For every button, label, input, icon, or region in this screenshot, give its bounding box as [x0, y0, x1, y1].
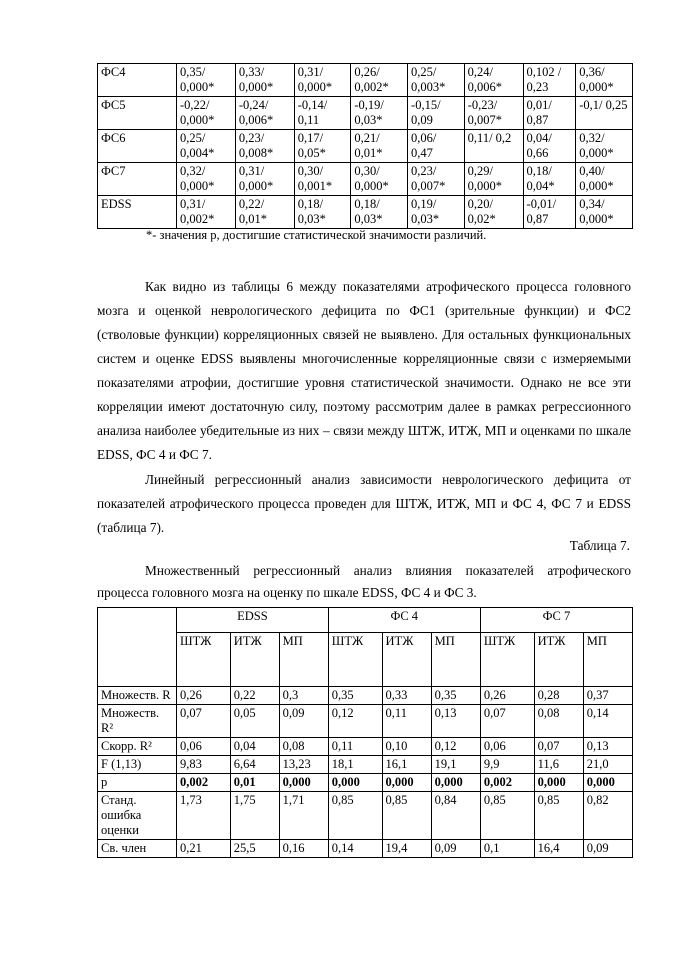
table-cell: 0,12: [431, 738, 480, 756]
table-number: Таблица 7.: [569, 538, 630, 553]
paragraph-text: Линейный регрессионный анализ зависимости неврологического дефицита от показателей атрофического процесса проведен для ШТЖ, ИТЖ, МП и ФС 4, ФС 7 и EDSS (таблица 7).: [97, 472, 631, 535]
row-label: ФС5: [98, 97, 177, 130]
table-cell: 0,33: [382, 687, 431, 705]
table-cell: 19,4: [382, 840, 431, 858]
table-cell: 0,01/ 0,87: [523, 97, 576, 130]
row-label: Скорр. R²: [98, 738, 177, 756]
table-cell: 0,05: [230, 705, 279, 738]
table-cell: -0,19/ 0,03*: [351, 97, 408, 130]
table-cell: 0,09: [279, 705, 328, 738]
table-cell: 0,35/ 0,000*: [177, 64, 236, 97]
table-cell: 11,6: [534, 756, 583, 774]
table-cell: 0,32/ 0,000*: [177, 163, 236, 196]
column-header: ИТЖ: [230, 633, 279, 687]
column-header: МП: [431, 633, 480, 687]
table-cell: 25,5: [230, 840, 279, 858]
table-cell: 21,0: [583, 756, 632, 774]
table-cell: 0,11: [382, 705, 431, 738]
table-cell: 0,09: [583, 840, 632, 858]
table-cell: 0,18/ 0,03*: [294, 196, 351, 229]
table-cell: -0,01/ 0,87: [523, 196, 576, 229]
table-row: [98, 196, 633, 229]
table-cell: 9,83: [177, 756, 231, 774]
group-header: ФС 4: [328, 608, 480, 633]
table-cell: 0,24/ 0,006*: [464, 64, 523, 97]
regression-table: [97, 607, 633, 858]
table-cell: 1,75: [230, 792, 279, 840]
table-cell: 0,34/ 0,000*: [576, 196, 633, 229]
table-cell: 0,85: [382, 792, 431, 840]
table-cell: 0,22/ 0,01*: [235, 196, 294, 229]
paragraph-text: Как видно из таблицы 6 между показателями атрофического процесса головного мозга и оценкой неврологического дефицита по ФС1 (зрительные функции) и ФС2 (стволовые функции) корреляционных связей не выявлено. Для остальных функциональных систем и оценке EDSS выявлены многочисленные корреляционные связи с измеряемыми показателями атрофии, достигшие уровня статистической значимости. Однако не все эти корреляции имеют достаточную силу, поэтому рассмотрим далее в рамках регрессионного анализа наиболее убедительные из них – связи между ШТЖ, ИТЖ, МП и оценками по шкале EDSS, ФС 4 и ФС 7.: [97, 279, 631, 462]
column-header: ШТЖ: [177, 633, 231, 687]
row-label: Станд. ошибка оценки: [98, 792, 177, 840]
table-cell: 0,16: [279, 840, 328, 858]
table-cell: 0,82: [583, 792, 632, 840]
table-cell: 0,10: [382, 738, 431, 756]
table-cell: 0,04: [230, 738, 279, 756]
table-cell: 0,17/ 0,05*: [294, 130, 351, 163]
table-cell: 0,40/ 0,000*: [576, 163, 633, 196]
row-label: EDSS: [98, 196, 177, 229]
row-label: Св. член: [98, 840, 177, 858]
table-cell: 0,31/ 0,000*: [294, 64, 351, 97]
table-cell: 0,3: [279, 687, 328, 705]
table-cell: 0,28: [534, 687, 583, 705]
row-label: ФС6: [98, 130, 177, 163]
row-label: Множеств. R: [98, 687, 177, 705]
row-label: ФС7: [98, 163, 177, 196]
table-cell: 0,09: [431, 840, 480, 858]
table-cell: 0,37: [583, 687, 632, 705]
table-cell: 0,000: [382, 774, 431, 792]
table-cell: 0,25/ 0,003*: [408, 64, 465, 97]
column-header: ШТЖ: [328, 633, 382, 687]
table-cell: 13,23: [279, 756, 328, 774]
table-cell: -0,23/ 0,007*: [464, 97, 523, 130]
table-row: [98, 97, 633, 130]
table-cell: 0,06: [480, 738, 534, 756]
table-cell: 0,31/ 0,000*: [235, 163, 294, 196]
table-cell: 0,002: [480, 774, 534, 792]
table-cell: 0,33/ 0,000*: [235, 64, 294, 97]
table-cell: 0,000: [534, 774, 583, 792]
table-cell: 0,30/ 0,001*: [294, 163, 351, 196]
table-cell: 0,07: [177, 705, 231, 738]
table-cell: 0,01: [230, 774, 279, 792]
group-header: ФС 7: [480, 608, 632, 633]
table-cell: 0,11: [328, 738, 382, 756]
table-row: [98, 130, 633, 163]
table-cell: 0,13: [583, 738, 632, 756]
table-row: [98, 64, 633, 97]
table-cell: 0,000: [583, 774, 632, 792]
table-cell: 0,002: [177, 774, 231, 792]
table-cell: 0,14: [583, 705, 632, 738]
table-row: [98, 163, 633, 196]
table-cell: 0,23/ 0,007*: [408, 163, 465, 196]
group-header: EDSS: [177, 608, 329, 633]
correlation-table-continued: [97, 63, 633, 229]
table-cell: 0,13: [431, 705, 480, 738]
table-cell: 16,1: [382, 756, 431, 774]
row-label: ФС4: [98, 64, 177, 97]
table-cell: 0,85: [534, 792, 583, 840]
table-cell: 0,26: [480, 687, 534, 705]
table-cell: 18,1: [328, 756, 382, 774]
table-cell: 0,31/ 0,002*: [177, 196, 236, 229]
table-header-row: [98, 608, 633, 633]
table-cell: 0,000: [431, 774, 480, 792]
table-cell: 0,1: [480, 840, 534, 858]
table-cell: 0,85: [480, 792, 534, 840]
table-cell: 0,08: [279, 738, 328, 756]
row-label: Множеств. R²: [98, 705, 177, 738]
caption-text: Множественный регрессионный анализ влияния показателей атрофического процесса головного мозга на оценку по шкале EDSS, ФС 4 и ФС 3.: [97, 563, 631, 600]
table-cell: 0,26/ 0,002*: [351, 64, 408, 97]
table-row: [98, 774, 633, 792]
table-cell: 0,85: [328, 792, 382, 840]
table-cell: 16,4: [534, 840, 583, 858]
table-caption: [97, 560, 631, 604]
table-cell: 0,35: [431, 687, 480, 705]
table-cell: 0,18/ 0,03*: [351, 196, 408, 229]
table-cell: 0,36/ 0,000*: [576, 64, 633, 97]
table-cell: -0,15/ 0,09: [408, 97, 465, 130]
row-label: F (1,13): [98, 756, 177, 774]
table-cell: -0,1/ 0,25: [576, 97, 633, 130]
table-subheader-row: [98, 633, 633, 687]
column-header: ИТЖ: [382, 633, 431, 687]
table-cell: 0,04/ 0,66: [523, 130, 576, 163]
table-cell: 0,000: [328, 774, 382, 792]
table-cell: 0,06/ 0,47: [408, 130, 465, 163]
table-cell: 19,1: [431, 756, 480, 774]
table-cell: 0,18/ 0,04*: [523, 163, 576, 196]
table-cell: 0,07: [480, 705, 534, 738]
table-row: [98, 792, 633, 840]
table-row: [98, 738, 633, 756]
table-row: [98, 840, 633, 858]
table-cell: 0,20/ 0,02*: [464, 196, 523, 229]
table-cell: 0,30/ 0,000*: [351, 163, 408, 196]
table-cell: -0,22/ 0,000*: [177, 97, 236, 130]
table-cell: 9,9: [480, 756, 534, 774]
body-paragraph: [97, 275, 631, 467]
table-cell: 0,25/ 0,004*: [177, 130, 236, 163]
table-row: [98, 705, 633, 738]
table-cell: 0,19/ 0,03*: [408, 196, 465, 229]
table-cell: 0,32/ 0,000*: [576, 130, 633, 163]
table-cell: 0,000: [279, 774, 328, 792]
table-cell: 0,84: [431, 792, 480, 840]
corner-cell: [98, 608, 177, 687]
table-cell: 0,07: [534, 738, 583, 756]
table-cell: 0,14: [328, 840, 382, 858]
table-cell: 0,35: [328, 687, 382, 705]
table-cell: 0,12: [328, 705, 382, 738]
table-cell: 0,11/ 0,2: [464, 130, 523, 163]
column-header: ШТЖ: [480, 633, 534, 687]
table-cell: 1,71: [279, 792, 328, 840]
column-header: ИТЖ: [534, 633, 583, 687]
table-cell: -0,24/ 0,006*: [235, 97, 294, 130]
table-cell: -0,14/ 0,11: [294, 97, 351, 130]
table-cell: 0,22: [230, 687, 279, 705]
table-cell: 6,64: [230, 756, 279, 774]
table-footnote: *- значения p, достигшие статистической значимости различий.: [146, 228, 487, 242]
column-header: МП: [279, 633, 328, 687]
table-cell: 0,29/ 0,000*: [464, 163, 523, 196]
table-row: [98, 756, 633, 774]
column-header: МП: [583, 633, 632, 687]
row-label: p: [98, 774, 177, 792]
table-row: [98, 687, 633, 705]
table-cell: 0,21: [177, 840, 231, 858]
body-paragraph: [97, 468, 631, 540]
table-cell: 1,73: [177, 792, 231, 840]
table-cell: 0,21/ 0,01*: [351, 130, 408, 163]
table-cell: 0,23/ 0,008*: [235, 130, 294, 163]
table-cell: 0,26: [177, 687, 231, 705]
table-cell: 0,06: [177, 738, 231, 756]
table-cell: 0,102 / 0,23: [523, 64, 576, 97]
table-cell: 0,08: [534, 705, 583, 738]
